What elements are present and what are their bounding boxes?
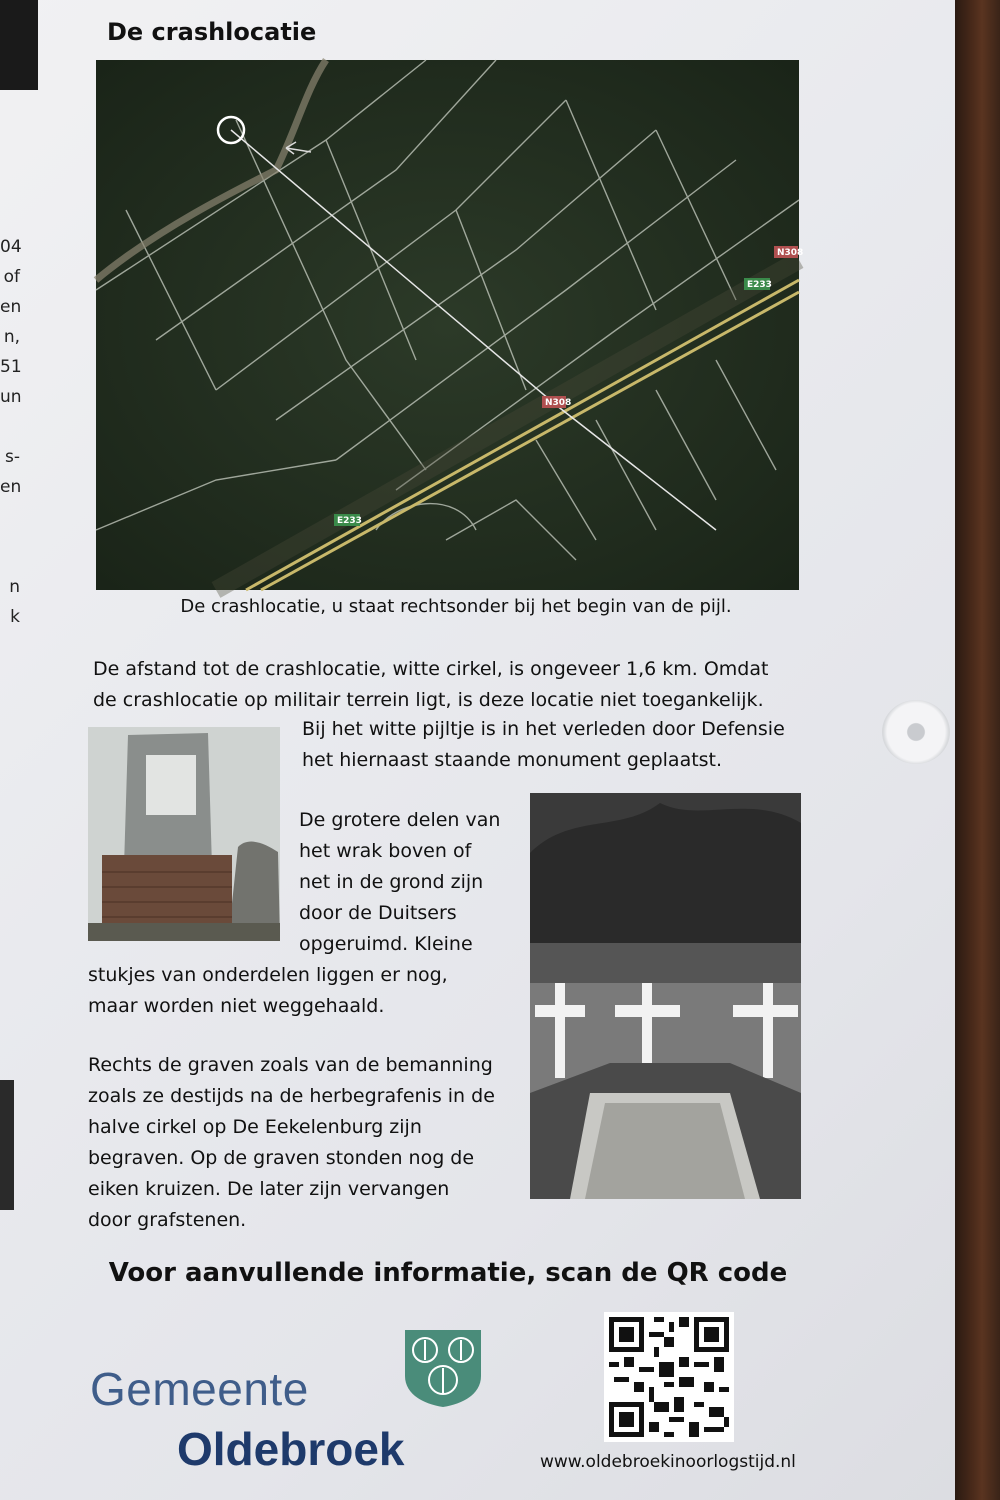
text-line: De grotere delen van bbox=[299, 809, 501, 831]
map-caption: De crashlocatie, u staat rechtsonder bij het begin van de pijl. bbox=[180, 596, 732, 617]
text-line: maar worden niet weggehaald. bbox=[88, 995, 385, 1017]
logo-text-gemeente: Gemeente bbox=[90, 1363, 309, 1415]
mounting-peg bbox=[882, 700, 950, 764]
left-fragment: 51 bbox=[0, 357, 22, 377]
road-label: E233 bbox=[747, 280, 772, 290]
text-line: De afstand tot de crashlocatie, witte cirkel, is ongeveer 1,6 km. Omdat bbox=[93, 658, 769, 680]
adjacent-panel-edge-lower bbox=[0, 1080, 14, 1210]
qr-code[interactable] bbox=[604, 1312, 734, 1442]
aerial-map bbox=[96, 60, 804, 590]
text-line: eiken kruizen. De later zijn vervangen bbox=[88, 1178, 450, 1200]
text-line: zoals ze destijds na de herbegrafenis in de bbox=[88, 1085, 495, 1107]
left-fragment: en bbox=[0, 297, 22, 317]
text-line: stukjes van onderdelen liggen er nog, bbox=[88, 964, 448, 986]
paragraph-graves bbox=[88, 1050, 511, 1236]
road-label: E233 bbox=[337, 516, 362, 526]
left-fragment: 04 bbox=[0, 237, 22, 257]
left-fragment: un bbox=[0, 387, 22, 407]
left-fragment: k bbox=[10, 607, 20, 627]
rust-frame bbox=[955, 0, 1000, 1500]
section-heading: De crashlocatie bbox=[107, 18, 317, 46]
text-line: door grafstenen. bbox=[88, 1209, 247, 1231]
left-fragment: en bbox=[0, 477, 22, 497]
left-fragment: s- bbox=[5, 447, 20, 467]
logo-text-oldebroek: Oldebroek bbox=[177, 1423, 405, 1475]
monument-photo bbox=[88, 727, 280, 941]
left-fragment: n, bbox=[3, 327, 20, 347]
paragraph-wreck bbox=[299, 805, 514, 960]
text-line: halve cirkel op De Eekelenburg zijn bbox=[88, 1116, 422, 1138]
left-fragment: of bbox=[3, 267, 20, 287]
adjacent-panel-edge bbox=[0, 0, 38, 90]
text-line: het wrak boven of bbox=[299, 840, 472, 862]
text-line: Bij het witte pijltje is in het verleden door Defensie bbox=[302, 718, 785, 740]
text-line: de crashlocatie op militair terrein ligt, is deze locatie niet toegankelijk. bbox=[93, 689, 764, 711]
paragraph-wreck-continued bbox=[88, 960, 518, 1022]
text-line: door de Duitsers bbox=[299, 902, 457, 924]
text-line: begraven. Op de graven stonden nog de bbox=[88, 1147, 475, 1169]
road-label: N308 bbox=[777, 248, 804, 258]
municipality-shield-icon bbox=[403, 1328, 483, 1408]
text-line: net in de grond zijn bbox=[299, 871, 484, 893]
paragraph-monument bbox=[302, 714, 812, 776]
left-fragment: n bbox=[9, 577, 20, 597]
road-label: N308 bbox=[545, 398, 572, 408]
text-line: het hiernaast staande monument geplaatst. bbox=[302, 749, 723, 771]
text-line: opgeruimd. Kleine bbox=[299, 933, 473, 955]
text-line: Rechts de graven zoals van de bemanning bbox=[88, 1054, 493, 1076]
qr-call-to-action: Voor aanvullende informatie, scan de QR code bbox=[108, 1258, 788, 1288]
paragraph-distance bbox=[93, 654, 813, 716]
website-url[interactable]: www.oldebroekinoorlogstijd.nl bbox=[540, 1452, 796, 1472]
graves-photo bbox=[530, 793, 801, 1199]
